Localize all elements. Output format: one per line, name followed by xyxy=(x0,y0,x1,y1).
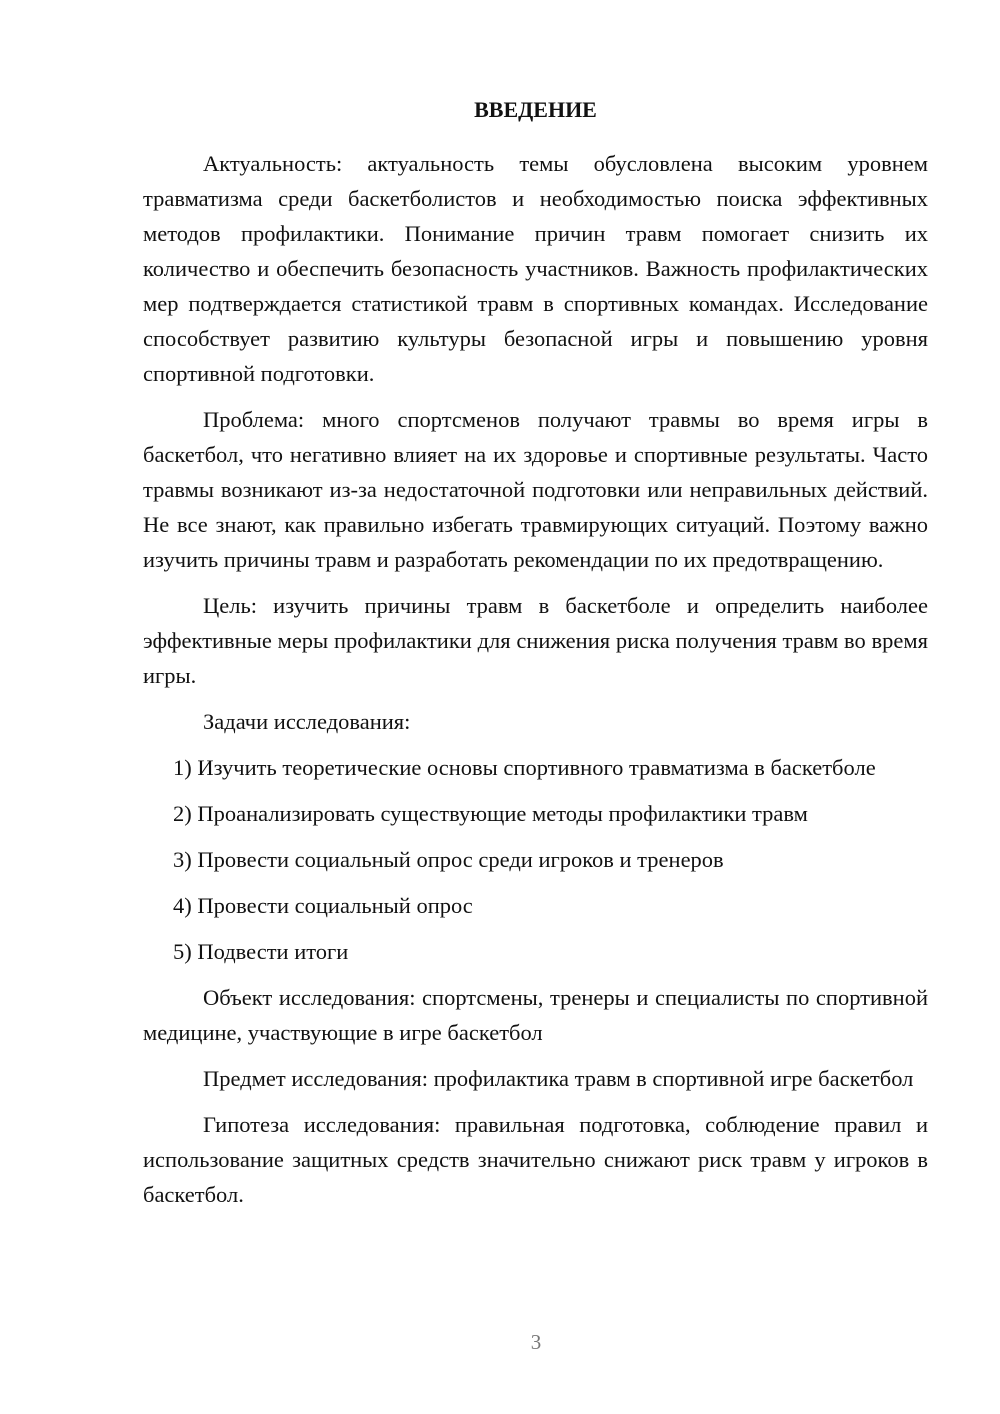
task-item-4: 4) Провести социальный опрос xyxy=(173,893,473,918)
subject-paragraph: Предмет исследования: профилактика травм в спортивной игре баскетбол xyxy=(203,1066,914,1091)
page-number: 3 xyxy=(530,1330,542,1354)
page-title: ВВЕДЕНИЕ xyxy=(474,97,597,122)
actuality-paragraph: Актуальность: актуальность темы обусловлена высоким уровнем травматизма среди баскетболистов и необходимостью поиска эффективных методов профилактики. Понимание причин травм помогает снизить их количество и обеспечить безопасность участников. Важность профилактических мер подтверждается статистикой травм в спортивных командах. Исследование способствует развитию культуры безопасной игры и повышению уровня спортивной подготовки. xyxy=(143,151,928,386)
task-item-1: 1) Изучить теоретические основы спортивного травматизма в баскетболе xyxy=(173,755,876,780)
problem-paragraph: Проблема: много спортсменов получают травмы во время игры в баскетбол, что негативно влияет на их здоровье и спортивные результаты. Часто травмы возникают из-за недостаточной подготовки или неправильных действий. Не все знают, как правильно избегать травмирующих ситуаций. Поэтому важно изучить причины травм и разработать рекомендации по их предотвращению. xyxy=(143,407,928,572)
task-item-2: 2) Проанализировать существующие методы профилактики травм xyxy=(173,801,808,826)
object-paragraph: Объект исследования: спортсмены, тренеры и специалисты по спортивной медицине, участвующие в игре баскетбол xyxy=(143,985,928,1045)
document-page xyxy=(143,92,928,1223)
tasks-heading: Задачи исследования: xyxy=(203,709,411,734)
task-item-3: 3) Провести социальный опрос среди игроков и тренеров xyxy=(173,847,724,872)
hypothesis-paragraph: Гипотеза исследования: правильная подготовка, соблюдение правил и использование защитных средств значительно снижают риск травм у игроков в баскетбол. xyxy=(143,1112,928,1207)
task-item-5: 5) Подвести итоги xyxy=(173,939,349,964)
goal-paragraph: Цель: изучить причины травм в баскетболе и определить наиболее эффективные меры профилактики для снижения риска получения травм во время игры. xyxy=(143,593,928,688)
